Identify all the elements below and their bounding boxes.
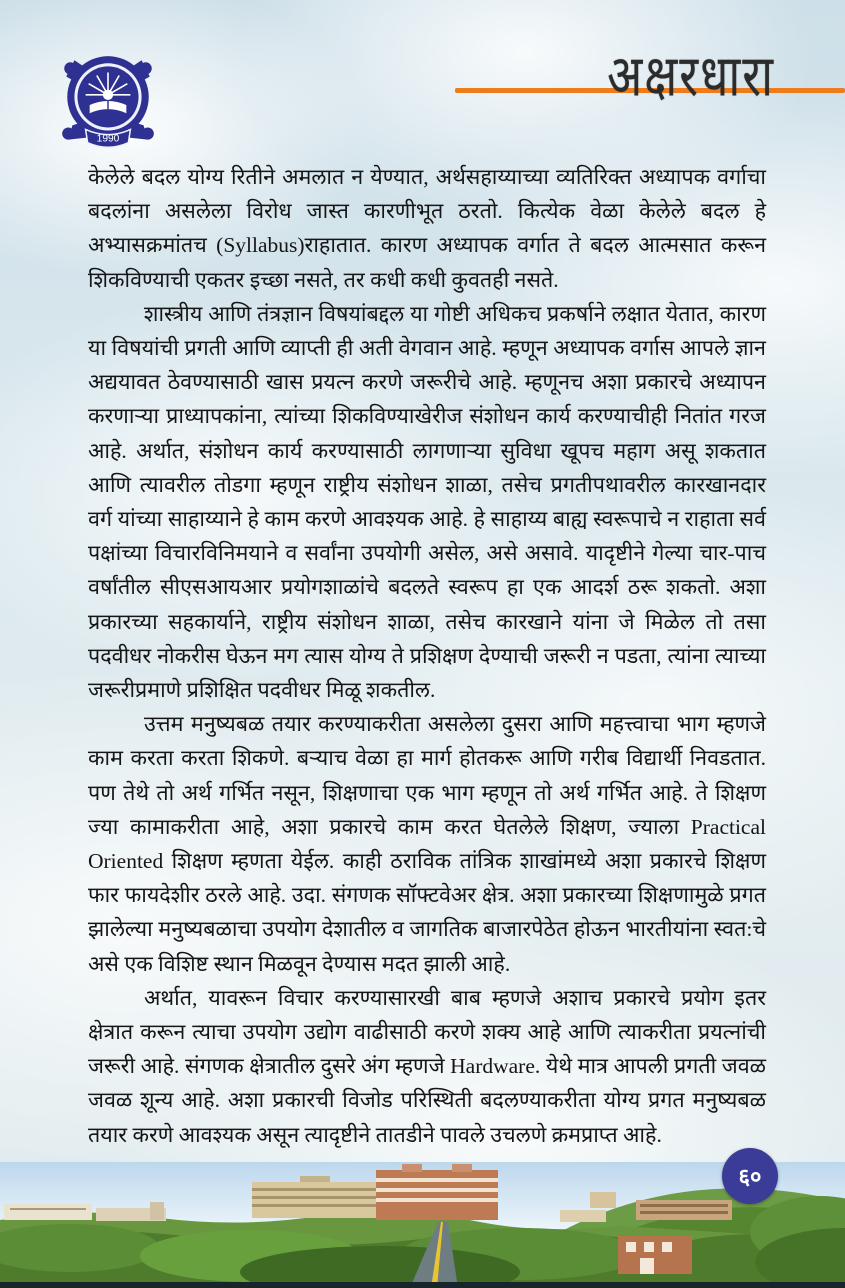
university-emblem-icon [52,46,164,158]
campus-panorama-photo [0,1162,845,1288]
paragraph: शास्त्रीय आणि तंत्रज्ञान विषयांबद्दल या गोष्टी अधिकच प्रकर्षाने लक्षात येतात, कारण या विषयांची प्रगती आणि व्याप्ती ही अती वेगवान आहे. म्हणून अध्यापक वर्गास आपले ज्ञान अद्ययावत ठेवण्यासाठी खास प्रयत्न करणे जरूरीचे आहे. म्हणूनच अशा प्रकारचे अध्यापन करणाऱ्या प्राध्यापकांना, त्यांच्या शिकविण्याखेरीज संशोधन कार्य करण्याचीही नितांत गरज आहे. अर्थात, संशोधन कार्य करण्यासाठी लागणाऱ्या सुविधा खूपच महाग असू शकतात आणि त्यावरील तोडगा म्हणून राष्ट्रीय संशोधन शाळा, तसेच प्रगतीपथावरील कारखानदार वर्ग यांच्या साहाय्याने हे काम करणे आवश्यक आहे. हे साहाय्य बाह्य स्वरूपाचे न राहाता सर्व पक्षांच्या विचारविनिमयाने व सर्वांना उपयोगी असेल, असे असावे. यादृष्टीने गेल्या चार-पाच वर्षांतील सीएसआयआर प्रयोगशाळांचे बदलते स्वरूप हा एक आदर्श ठरू शकतो. अशा प्रकारच्या सहकार्याने, राष्ट्रीय संशोधन शाळा, तसेच कारखाने यांना जे मिळेल तो तसा पदवीधर नोकरीस घेऊन मग त्यास योग्य ते प्रशिक्षण देण्याची जरूरी न पडता, त्यांना त्याच्या जरूरीप्रमाणे प्रशिक्षित पदवीधर मिळू शकतील. [88,301,766,703]
masthead-title: अक्षरधारा [607,44,775,108]
article-body [88,160,766,1152]
emblem-year-label: 1990 [96,133,120,145]
paragraph: केलेले बदल योग्य रितीने अमलात न येण्यात, अर्थसहाय्याच्या व्यतिरिक्त अध्यापक वर्गाचा बदलांना असलेला विरोध जास्त कारणीभूत ठरतो. कित्येक वेळा केलेले बदल हे अभ्यासक्रमांतच (Syllabus)राहातात. कारण अध्यापक वर्गात ते बदल आत्मसात करून शिकविण्याची एकतर इच्छा नसते, तर कधी कधी कुवतही नसते. [88,165,766,292]
paragraph: उत्तम मनुष्यबळ तयार करण्याकरीता असलेला दुसरा आणि महत्त्वाचा भाग म्हणजे काम करता करता शिकणे. बऱ्याच वेळा हा मार्ग होतकरू आणि गरीब विद्यार्थी निवडतात. पण तेथे तो अर्थ गर्भित नसून, शिक्षणाचा एक भाग म्हणून तो अर्थ गर्भित आहे. ते शिक्षण ज्या कामाकरीता आहे, अशा प्रकारचे काम करत घेतलेले शिक्षण, ज्याला Practical Oriented शिक्षण म्हणता येईल. काही ठराविक तांत्रिक शाखांमध्ये अशा प्रकारचे शिक्षण फार फायदेशीर ठरले आहे. उदा. संगणक सॉफ्टवेअर क्षेत्र. अशा प्रकारच्या शिक्षणामुळे प्रगत झालेल्या मनुष्यबळाचा उपयोग देशातील व जागतिक बाजारपेठेत होऊन भारतीयांना स्वत:चे असे एक विशिष्ट स्थान मिळवून देण्यास मदत झाली आहे. [88,712,766,976]
page-number-badge: ६० [722,1148,778,1204]
paragraph: अर्थात, यावरून विचार करण्यासारखी बाब म्हणजे अशाच प्रकारचे प्रयोग इतर क्षेत्रात करून त्याचा उपयोग उद्योग वाढीसाठी करणे शक्य आहे आणि त्याकरीता प्रयत्नांची जरूरी आहे. संगणक क्षेत्रातील दुसरे अंग म्हणजे Hardware. येथे मात्र आपली प्रगती जवळ जवळ शून्य आहे. अशा प्रकारची विजोड परिस्थिती बदलण्याकरीता योग्य प्रगत मनुष्यबळ तयार करणे आवश्यक असून त्यादृष्टीने तातडीने पावले उचलणे क्रमप्राप्त आहे. [88,985,766,1147]
